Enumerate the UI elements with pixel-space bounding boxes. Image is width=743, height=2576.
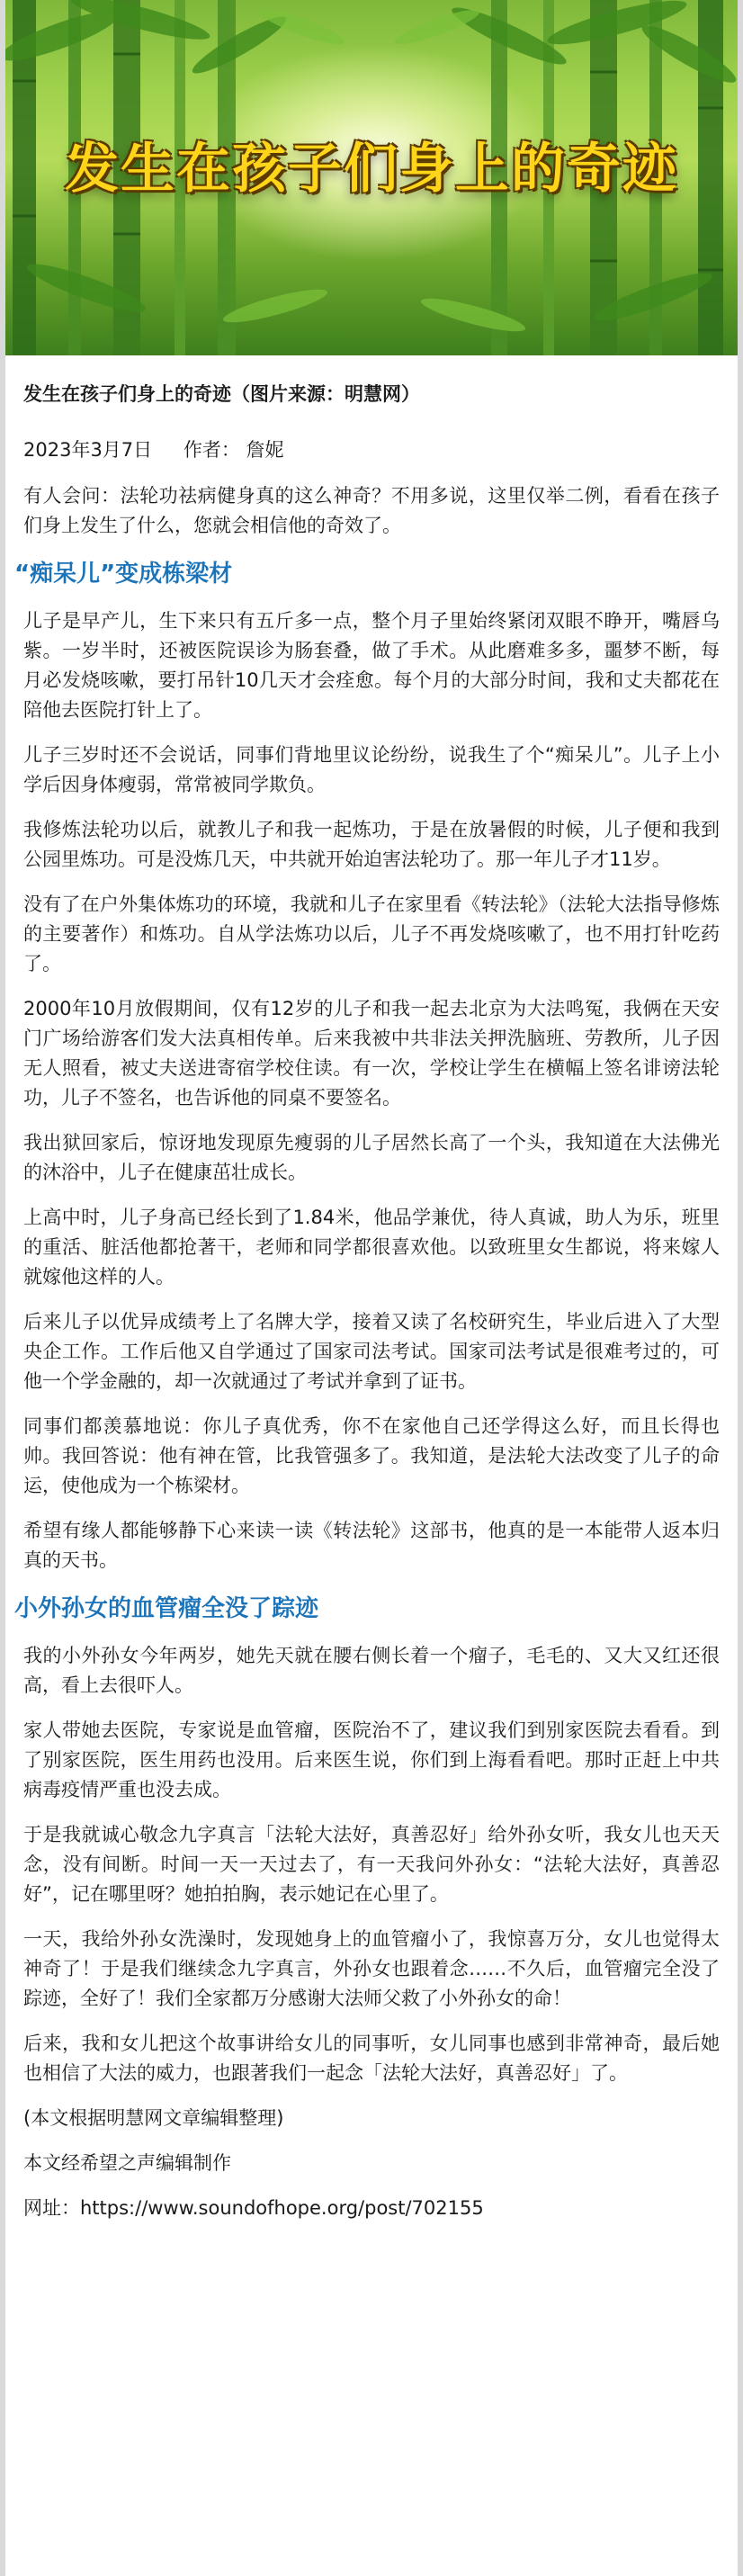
image-caption: 发生在孩子们身上的奇迹（图片来源：明慧网） bbox=[23, 383, 420, 405]
banner-image bbox=[5, 0, 738, 355]
url-label: 网址： bbox=[23, 2197, 80, 2219]
paragraph: 儿子三岁时还不会说话，同事们背地里议论纷纷，说我生了个“痴呆儿”。儿子上小学后因身体瘦弱，常常被同学欺负。 bbox=[23, 744, 720, 795]
paragraph: 后来儿子以优异成绩考上了名牌大学，接着又读了名校研究生，毕业后进入了大型央企工作。工作后他又自学通过了国家司法考试。国家司法考试是很难考过的，可他一个学金融的，却一次就通过了考试并拿到了证书。 bbox=[23, 1311, 720, 1392]
article-body bbox=[5, 355, 738, 2223]
paragraph: 后来，我和女儿把这个故事讲给女儿的同事听，女儿同事也感到非常神奇，最后她也相信了大法的威力，也跟著我们一起念「法轮大法好，真善忍好」了。 bbox=[23, 2033, 720, 2084]
paragraph: 我修炼法轮功以后，就教儿子和我一起炼功，于是在放暑假的时候，儿子便和我到公园里炼功。可是没炼几天，中共就开始迫害法轮功了。那一年儿子才11岁。 bbox=[23, 819, 720, 870]
source-url: https://www.soundofhope.org/post/702155 bbox=[80, 2197, 484, 2219]
article-meta bbox=[23, 435, 720, 465]
paragraph: 上高中时，儿子身高已经长到了1.84米，他品学兼优，待人真诚，助人为乐，班里的重活、脏活他都抢著干，老师和同学都很喜欢他。以致班里女生都说，将来嫁人就嫁他这样的人。 bbox=[23, 1207, 720, 1288]
paragraph: 一天，我给外孙女洗澡时，发现她身上的血管瘤小了，我惊喜万分，女儿也觉得太神奇了！于是我们继续念九字真言，外孙女也跟着念……不久后，血管瘤完全没了踪迹，全好了！我们全家都万分感谢大法师父救了小外孙女的命！ bbox=[23, 1928, 720, 2009]
intro-paragraph: 有人会问：法轮功祛病健身真的这么神奇？不用多说，这里仅举二例，看看在孩子们身上发生了什么，您就会相信他的奇效了。 bbox=[23, 485, 720, 536]
source-url-line bbox=[23, 2194, 720, 2223]
paragraph: 我的小外孙女今年两岁，她先天就在腰右侧长着一个瘤子，毛毛的、又大又红还很高，看上去很吓人。 bbox=[23, 1645, 720, 1696]
section-heading: 小外孙女的血管瘤全没了踪迹 bbox=[14, 1595, 319, 1622]
section-heading: “痴呆儿”变成栋梁材 bbox=[14, 561, 233, 588]
source-note: (本文根据明慧网文章编辑整理) bbox=[23, 2107, 284, 2129]
editor-note: 本文经希望之声编辑制作 bbox=[23, 2152, 231, 2174]
publish-date: 2023年3月7日 bbox=[23, 439, 153, 461]
paragraph: 儿子是早产儿，生下来只有五斤多一点，整个月子里始终紧闭双眼不睁开，嘴唇乌紫。一岁半时，还被医院误诊为肠套叠，做了手术。从此磨难多多，噩梦不断，每月必发烧咳嗽，要打吊针10几天才会痊愈。每个月的大部分时间，我和丈夫都花在陪他去医院打针上了。 bbox=[23, 610, 720, 721]
paragraph: 2000年10月放假期间，仅有12岁的儿子和我一起去北京为大法鸣冤，我俩在天安门广场给游客们发大法真相传单。后来我被中共非法关押洗脑班、劳教所，儿子因无人照看，被丈夫送进寄宿学校住读。有一次，学校让学生在横幅上签名诽谤法轮功，儿子不签名，也告诉他的同桌不要签名。 bbox=[23, 998, 720, 1108]
paragraph: 于是我就诚心敬念九字真言「法轮大法好，真善忍好」给外孙女听，我女儿也天天念，没有间断。时间一天一天过去了，有一天我问外孙女：“法轮大法好，真善忍好”，记在哪里呀？她拍拍胸，表示她记在心里了。 bbox=[23, 1824, 720, 1905]
paragraph: 希望有缘人都能够静下心来读一读《转法轮》这部书，他真的是一本能带人返本归真的天书。 bbox=[23, 1520, 720, 1571]
paragraph: 我出狱回家后，惊讶地发现原先瘦弱的儿子居然长高了一个头，我知道在大法佛光的沐浴中，儿子在健康茁壮成长。 bbox=[23, 1132, 720, 1183]
paragraph: 家人带她去医院，专家说是血管瘤，医院治不了，建议我们到别家医院去看看。到了别家医院，医生用药也没用。后来医生说，你们到上海看看吧。那时正赶上中共病毒疫情严重也没去成。 bbox=[23, 1719, 720, 1800]
paragraph: 同事们都羡慕地说：你儿子真优秀，你不在家他自己还学得这么好，而且长得也帅。我回答说：他有神在管，比我管强多了。我知道，是法轮大法改变了儿子的命运，使他成为一个栋梁材。 bbox=[23, 1415, 720, 1496]
paragraph: 没有了在户外集体炼功的环境，我就和儿子在家里看《转法轮》（法轮大法指导修炼的主要著作）和炼功。自从学法炼功以后，儿子不再发烧咳嗽了，也不用打针吃药了。 bbox=[23, 893, 720, 974]
author-name: 詹妮 bbox=[246, 439, 284, 461]
banner-title: 发生在孩子们身上的奇迹 bbox=[65, 138, 678, 201]
author-label: 作者： bbox=[183, 439, 240, 461]
